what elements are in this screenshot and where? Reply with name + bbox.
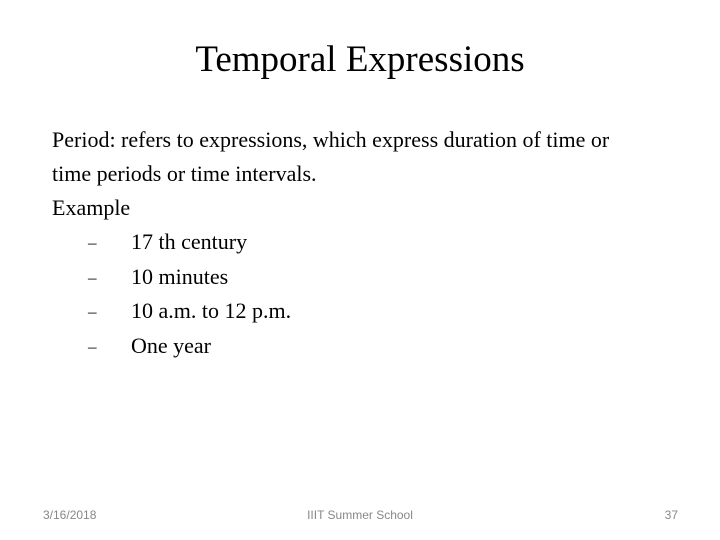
list-item bbox=[52, 225, 692, 260]
example-label: Example bbox=[52, 195, 131, 220]
list-item bbox=[52, 260, 692, 295]
definition-line-1: Period: refers to expressions, which express duration of time or bbox=[52, 127, 610, 152]
definition-line-2: time periods or time intervals. bbox=[52, 161, 317, 186]
footer-date: 3/16/2018 bbox=[43, 508, 97, 522]
list-item bbox=[52, 294, 692, 329]
page-number: 37 bbox=[664, 508, 678, 522]
slide-body bbox=[52, 123, 692, 363]
example-list bbox=[52, 225, 692, 363]
slide-title: Temporal Expressions bbox=[195, 39, 525, 80]
dash-bullet-icon: – bbox=[88, 302, 97, 321]
footer-center-text: IIIT Summer School bbox=[307, 508, 413, 522]
list-item bbox=[52, 329, 692, 364]
example-text: One year bbox=[131, 332, 212, 358]
dash-bullet-icon: – bbox=[88, 267, 97, 287]
dash-bullet-icon: – bbox=[88, 336, 97, 356]
example-text: 17 th century bbox=[131, 229, 248, 254]
example-text: 10 a.m. to 12 p.m. bbox=[131, 298, 292, 323]
example-text: 10 minutes bbox=[131, 263, 229, 289]
dash-bullet-icon: – bbox=[88, 233, 97, 252]
